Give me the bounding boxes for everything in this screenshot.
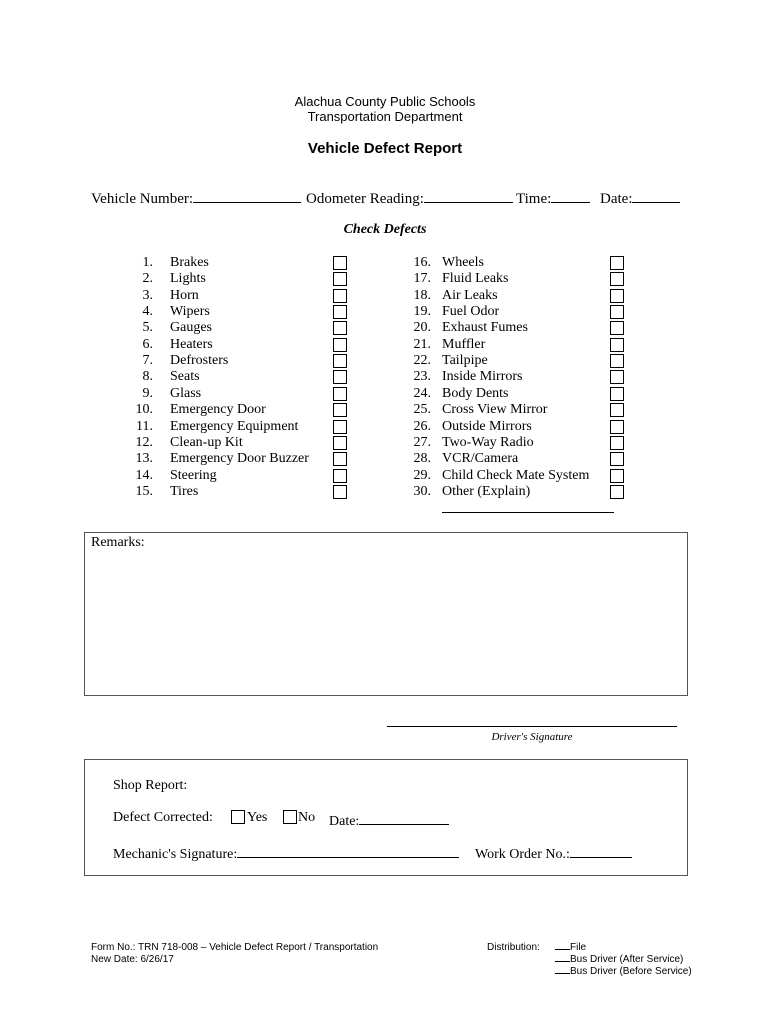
defect-checkbox[interactable] — [610, 354, 624, 368]
odometer-label: Odometer Reading: — [306, 191, 424, 207]
remarks-label: Remarks: — [91, 535, 145, 550]
defect-checkbox[interactable] — [333, 420, 347, 434]
time-blank[interactable] — [551, 188, 590, 203]
defect-number: 3. — [142, 288, 153, 303]
defect-label: Emergency Equipment — [170, 419, 299, 434]
defect-checkbox[interactable] — [333, 387, 347, 401]
time-field[interactable] — [516, 188, 590, 208]
vehicle-number-blank[interactable] — [193, 188, 301, 203]
defect-label: Outside Mirrors — [442, 419, 532, 434]
defect-number: 15. — [135, 484, 153, 499]
defect-number: 23. — [413, 369, 431, 384]
defect-checkbox[interactable] — [610, 321, 624, 335]
time-label: Time: — [516, 191, 552, 207]
defect-number: 17. — [413, 271, 431, 286]
defect-number: 18. — [413, 288, 431, 303]
defect-label: Gauges — [170, 320, 212, 335]
shop-report-label: Shop Report: — [113, 778, 188, 793]
defect-corrected-row — [113, 810, 213, 826]
defect-checkbox[interactable] — [610, 272, 624, 286]
defect-checkbox[interactable] — [610, 403, 624, 417]
defect-number: 12. — [135, 435, 153, 450]
defect-number: 22. — [413, 353, 431, 368]
defect-checkbox[interactable] — [610, 436, 624, 450]
defect-label: Wheels — [442, 255, 484, 270]
date-label: Date: — [600, 191, 633, 207]
date-field[interactable] — [600, 188, 680, 208]
defect-checkbox[interactable] — [333, 436, 347, 450]
distribution-item: Bus Driver (Before Service) — [555, 966, 692, 978]
defect-label: Fuel Odor — [442, 304, 500, 319]
defect-checkbox[interactable] — [333, 485, 347, 499]
org-name: Alachua County Public Schools — [294, 94, 476, 109]
no-label: No — [298, 810, 316, 825]
work-order-label: Work Order No.: — [475, 847, 570, 862]
odometer-field[interactable] — [306, 188, 513, 208]
defect-corrected-label: Defect Corrected: — [113, 810, 213, 825]
date-blank[interactable] — [632, 188, 680, 203]
defect-checkbox[interactable] — [610, 370, 624, 384]
defect-label: Tires — [170, 484, 199, 499]
defect-label: Lights — [170, 271, 206, 286]
defect-checkbox[interactable] — [610, 469, 624, 483]
defect-checkbox[interactable] — [610, 289, 624, 303]
defect-checkbox[interactable] — [610, 305, 624, 319]
defect-checkbox[interactable] — [610, 452, 624, 466]
defect-label: Other (Explain) — [442, 484, 531, 499]
defect-label: Muffler — [442, 337, 486, 352]
defect-label: VCR/Camera — [442, 451, 519, 466]
defect-label: Inside Mirrors — [442, 369, 523, 384]
distribution-list — [555, 942, 692, 978]
defect-number: 21. — [413, 337, 431, 352]
defect-number: 30. — [413, 484, 431, 499]
defect-number: 26. — [413, 419, 431, 434]
defect-label: Air Leaks — [442, 288, 498, 303]
yes-label: Yes — [247, 810, 268, 825]
defect-checkbox[interactable] — [610, 338, 624, 352]
defect-number: 20. — [413, 320, 431, 335]
defect-number: 27. — [413, 435, 431, 450]
distribution-label: Distribution: — [487, 942, 540, 953]
defect-checkbox[interactable] — [333, 256, 347, 270]
defect-label: Horn — [170, 288, 199, 303]
defect-number: 10. — [135, 402, 153, 417]
work-order-blank[interactable] — [570, 843, 632, 858]
shop-date-label: Date: — [329, 814, 360, 829]
defect-label: Child Check Mate System — [442, 468, 590, 483]
defect-checkbox[interactable] — [610, 387, 624, 401]
driver-signature-line[interactable] — [387, 726, 677, 727]
defect-checkbox[interactable] — [333, 469, 347, 483]
department-name: Transportation Department — [307, 109, 463, 124]
defect-checkbox[interactable] — [333, 289, 347, 303]
defect-number: 1. — [142, 255, 153, 270]
page-title: Vehicle Defect Report — [307, 140, 463, 157]
defect-label: Emergency Door Buzzer — [170, 451, 309, 466]
defect-number: 2. — [142, 271, 153, 286]
defect-checkbox[interactable] — [333, 370, 347, 384]
defect-number: 25. — [413, 402, 431, 417]
defect-label: Wipers — [170, 304, 210, 319]
defect-label: Brakes — [170, 255, 209, 270]
defect-checkbox[interactable] — [333, 321, 347, 335]
defect-number: 7. — [142, 353, 153, 368]
defect-checkbox[interactable] — [333, 338, 347, 352]
vehicle-number-label: Vehicle Number: — [91, 191, 194, 207]
yes-checkbox[interactable] — [231, 810, 245, 824]
defect-checkbox[interactable] — [610, 485, 624, 499]
defect-checkbox[interactable] — [333, 403, 347, 417]
no-checkbox[interactable] — [283, 810, 297, 824]
defect-label: Cross View Mirror — [442, 402, 548, 417]
mechanic-signature-label: Mechanic's Signature: — [113, 847, 238, 862]
defect-checkbox[interactable] — [333, 305, 347, 319]
defect-number: 6. — [142, 337, 153, 352]
defect-checkbox[interactable] — [333, 272, 347, 286]
check-defects-heading: Check Defects — [343, 222, 427, 237]
defect-checkbox[interactable] — [610, 256, 624, 270]
defect-number: 28. — [413, 451, 431, 466]
new-date: New Date: 6/26/17 — [91, 954, 174, 965]
defect-label: Clean-up Kit — [170, 435, 243, 450]
driver-signature-caption: Driver's Signature — [491, 731, 573, 743]
defect-number: 16. — [413, 255, 431, 270]
defect-number: 13. — [135, 451, 153, 466]
work-order-field[interactable] — [475, 843, 632, 863]
remarks-box[interactable] — [84, 532, 688, 696]
defect-checkbox[interactable] — [333, 452, 347, 466]
defect-label: Tailpipe — [442, 353, 488, 368]
defect-number: 19. — [413, 304, 431, 319]
shop-date-blank[interactable] — [359, 810, 449, 825]
defect-label: Body Dents — [442, 386, 509, 401]
form-number: Form No.: TRN 718-008 – Vehicle Defect Report / Transportation — [91, 942, 379, 953]
defect-number: 29. — [413, 468, 431, 483]
defect-checkbox[interactable] — [333, 354, 347, 368]
defect-label: Two-Way Radio — [442, 435, 534, 450]
defect-label: Defrosters — [170, 353, 229, 368]
defect-number: 4. — [142, 304, 153, 319]
defect-number: 24. — [413, 386, 431, 401]
shop-report-box — [84, 759, 688, 876]
distribution-item: File — [555, 942, 692, 954]
defect-number: 8. — [142, 369, 153, 384]
defect-number: 14. — [135, 468, 153, 483]
defect-label: Glass — [170, 386, 202, 401]
defect-number: 9. — [142, 386, 153, 401]
shop-date-field[interactable] — [329, 810, 449, 830]
defect-label: Heaters — [170, 337, 213, 352]
defect-checkbox[interactable] — [610, 420, 624, 434]
defect-number: 11. — [136, 419, 153, 434]
mechanic-signature-field[interactable] — [113, 843, 459, 863]
defect-label: Steering — [170, 468, 217, 483]
other-explain-line[interactable] — [442, 512, 614, 513]
mechanic-signature-blank[interactable] — [237, 843, 459, 858]
odometer-blank[interactable] — [424, 188, 513, 203]
distribution-item: Bus Driver (After Service) — [555, 954, 692, 966]
defect-label: Exhaust Fumes — [442, 320, 528, 335]
vehicle-number-field[interactable] — [91, 188, 301, 208]
defect-label: Emergency Door — [170, 402, 266, 417]
defect-label: Seats — [170, 369, 200, 384]
defect-label: Fluid Leaks — [442, 271, 509, 286]
defect-number: 5. — [142, 320, 153, 335]
